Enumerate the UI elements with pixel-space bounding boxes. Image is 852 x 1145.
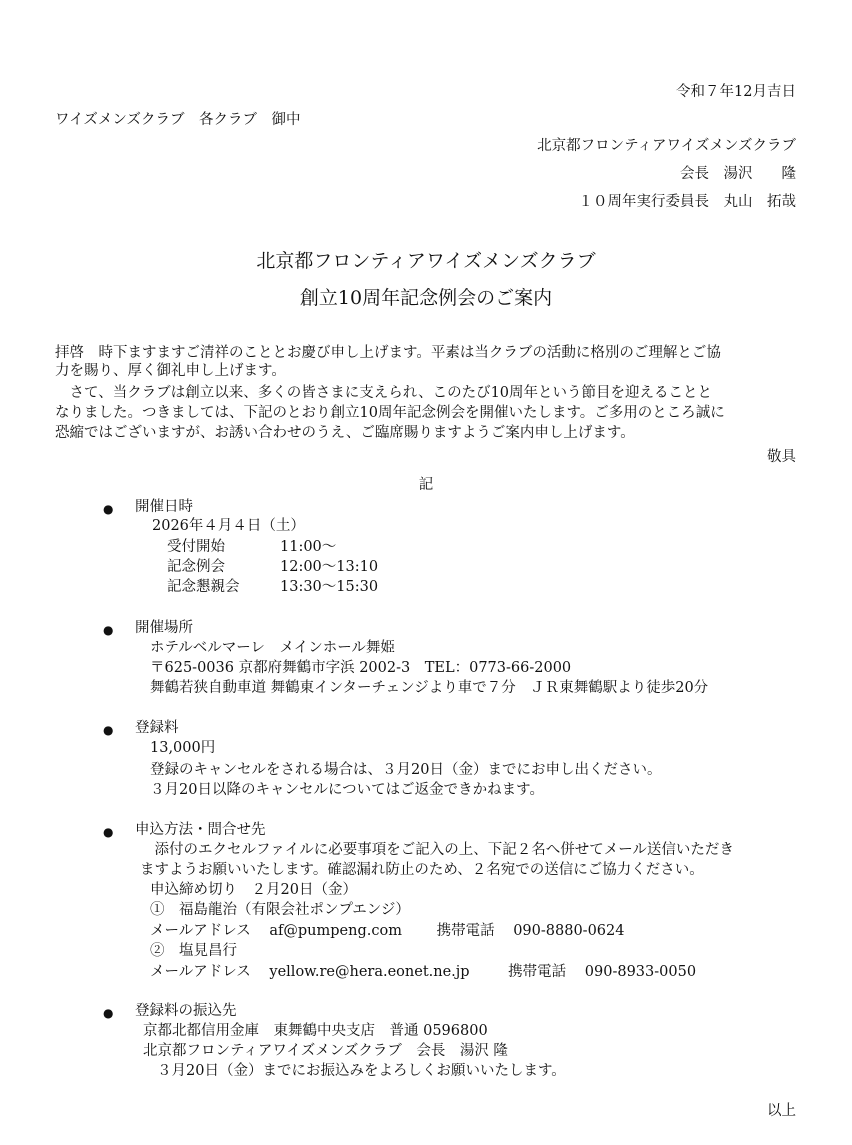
- section-heading: 開催場所: [135, 620, 193, 636]
- section-heading: 申込方法・問合せ先: [135, 822, 266, 838]
- contact-2-name: ② 塩見昌行: [150, 943, 237, 959]
- paragraph-2-line-3: 恐縮ではございますが、お誘い合わせのうえ、ご臨席賜りますようご案内申し上げます。: [55, 425, 635, 441]
- account-holder: 北京都フロンティアワイズメンズクラブ 会長 湯沢 隆: [143, 1043, 508, 1059]
- schedule-label: 受付開始: [167, 539, 225, 555]
- section-heading: 開催日時: [135, 499, 193, 515]
- document-date: 令和７年12月吉日: [676, 84, 796, 100]
- contact-1-email-link[interactable]: af@pumpeng.com: [269, 923, 402, 939]
- section-heading: 登録料の振込先: [135, 1003, 237, 1019]
- contact-2-email-link[interactable]: yellow.re@hera.eonet.ne.jp: [269, 964, 470, 980]
- apply-instructions-line-1: 添付のエクセルファイルに必要事項をご記入の上、下記２名へ併せてメール送信いただき: [140, 842, 734, 858]
- fee-amount: 13,000円: [150, 740, 216, 756]
- apply-deadline: 申込締め切り ２月20日（金）: [150, 882, 357, 898]
- apply-instructions-line-2: ますようお願いいたします。確認漏れ防止のため、２名宛での送信にご協力ください。: [140, 862, 704, 878]
- paragraph-1-line-2: 力を賜り、厚く御礼申し上げます。: [55, 363, 286, 379]
- contact-1-name: ① 福島龍治（有限会社ポンプエンジ）: [150, 902, 410, 918]
- venue-address: 〒625-0036 京都府舞鶴市字浜 2002-3 TEL：0773-66-2000: [150, 660, 572, 676]
- contact-2-details: [150, 962, 696, 982]
- refund-note: ３月20日以降のキャンセルについてはご返金できかねます。: [150, 782, 544, 798]
- schedule-row: [167, 557, 378, 577]
- title-organization: 北京都フロンティアワイズメンズクラブ: [256, 250, 596, 272]
- contact-2-tel: 090-8933-0050: [584, 964, 697, 980]
- contact-2-tel-label: 携帯電話: [508, 964, 567, 980]
- contact-1-mail-label: メールアドレス: [150, 923, 251, 939]
- schedule-label: 記念例会: [167, 559, 225, 575]
- event-date: 2026年４月４日（土）: [152, 518, 305, 534]
- page-title: 創立10周年記念例会のご案内: [299, 287, 553, 309]
- bullet-icon: ●: [103, 1006, 114, 1020]
- contact-1-tel-label: 携帯電話: [436, 923, 495, 939]
- sender-organization: 北京都フロンティアワイズメンズクラブ: [537, 138, 796, 154]
- venue-name: ホテルベルマーレ メインホール舞姫: [150, 640, 395, 656]
- bullet-icon: ●: [103, 623, 114, 637]
- contact-2-mail-label: メールアドレス: [150, 964, 251, 980]
- schedule-row: [167, 537, 336, 557]
- schedule-time: 13:30〜15:30: [280, 579, 379, 595]
- bank-account: 京都北都信用金庫 東舞鶴中央支店 普通 0596800: [143, 1023, 488, 1039]
- contact-1-details: [150, 921, 624, 941]
- paragraph-2-line-1: さて、当クラブは創立以来、多くの皆さまに支えられ、このたび10周年という節目を迎えることと: [55, 385, 713, 401]
- section-heading: 登録料: [135, 720, 179, 736]
- sender-committee-chair: １０周年実行委員長 丸山 拓哉: [578, 194, 796, 210]
- schedule-time: 12:00〜13:10: [280, 559, 379, 575]
- sender-president: 会長 湯沢 隆: [680, 166, 796, 182]
- schedule-label: 記念懇親会: [167, 579, 240, 595]
- cancel-note: 登録のキャンセルをされる場合は、３月20日（金）までにお申し出ください。: [150, 762, 662, 778]
- paragraph-1-line-1: 拝啓 時下ますますご清祥のこととお慶び申し上げます。平素は当クラブの活動に格別のご理解とご協: [55, 345, 721, 361]
- bullet-icon: ●: [103, 825, 114, 839]
- closing-ijou: 以上: [767, 1103, 796, 1119]
- bullet-icon: ●: [103, 723, 114, 737]
- contact-1-tel: 090-8880-0624: [513, 923, 625, 939]
- paragraph-2-line-2: なりました。つきましては、下記のとおり創立10周年記念例会を開催いたします。ご多用のところ誠に: [55, 405, 725, 421]
- ki-heading: 記: [418, 477, 434, 493]
- venue-access: 舞鶴若狭自動車道 舞鶴東インターチェンジより車で７分 ＪＲ東舞鶴駅より徒歩20分: [150, 680, 709, 696]
- schedule-row: [167, 577, 378, 597]
- bullet-icon: ●: [103, 502, 114, 516]
- recipient: ワイズメンズクラブ 各クラブ 御中: [55, 112, 301, 128]
- schedule-time: 11:00〜: [280, 539, 337, 555]
- transfer-deadline-note: ３月20日（金）までにお振込みをよろしくお願いいたします。: [157, 1063, 566, 1079]
- closing-keigu: 敬具: [767, 449, 796, 465]
